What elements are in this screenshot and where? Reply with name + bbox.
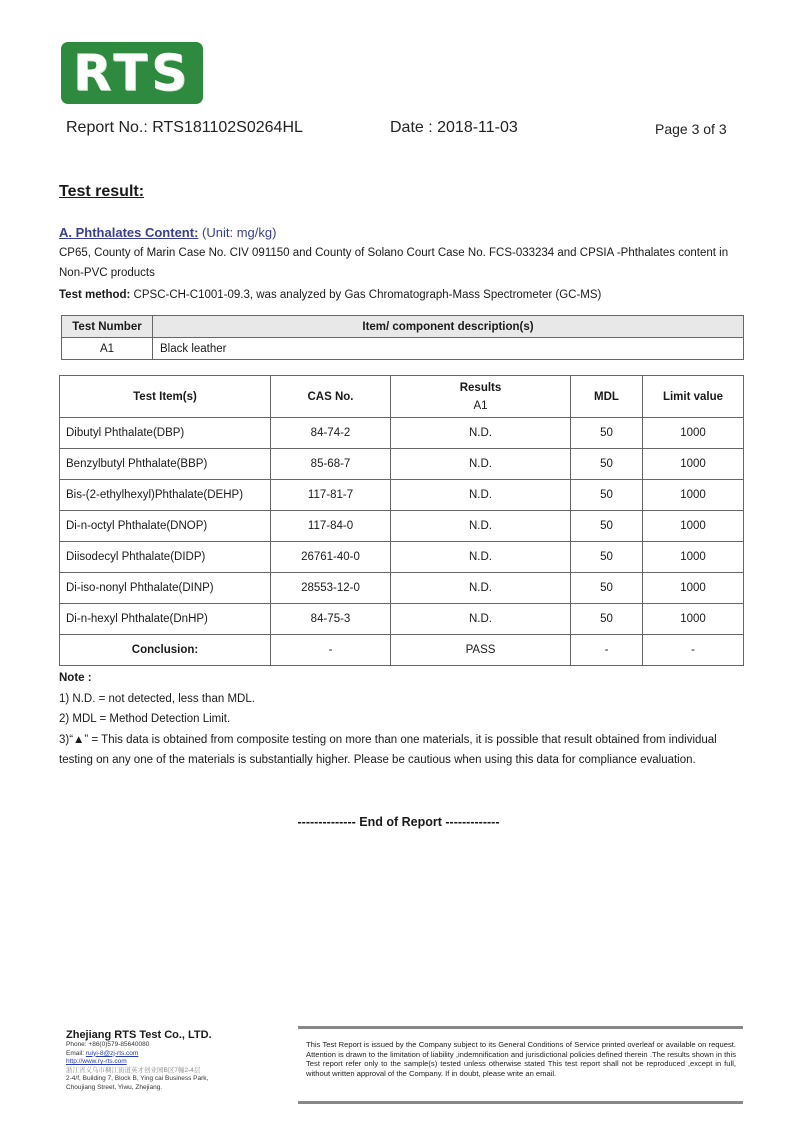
result-cell: N.D. <box>391 418 571 449</box>
cas-cell: 85-68-7 <box>271 449 391 480</box>
address-chinese: 浙江省义乌市稠江街道英才创业园B区7幢2-4层 <box>66 1066 201 1074</box>
header-cas: CAS No. <box>271 376 391 418</box>
limit-cell: 1000 <box>643 604 744 635</box>
table-row <box>60 418 744 449</box>
test-method-text: CPSC-CH-C1001-09.3, was analyzed by Gas Chromatograph-Mass Spectrometer (GC-MS) <box>133 289 602 301</box>
cas-cell: 84-74-2 <box>271 418 391 449</box>
cas-cell: 117-84-0 <box>271 511 391 542</box>
limit-cell: 1000 <box>643 542 744 573</box>
company-info <box>66 1029 212 1093</box>
table-row <box>60 542 744 573</box>
table-row <box>60 573 744 604</box>
mdl-cell: 50 <box>571 418 643 449</box>
description-cell: Black leather <box>153 338 744 360</box>
test-method <box>59 285 749 305</box>
end-of-report: -------------- End of Report ------------- <box>297 815 500 829</box>
note-item: 3)“▲” = This data is obtained from composite testing on more than one materials, it is possible that result obtained from individual testing on any one of the materials is substantially higher. Please be cautious when using this data for compliance evaluation. <box>59 733 717 766</box>
result-cell: N.D. <box>391 480 571 511</box>
limit-cell: 1000 <box>643 449 744 480</box>
mdl-cell: 50 <box>571 480 643 511</box>
mdl-cell: 50 <box>571 511 643 542</box>
header-results-sample: A1 <box>473 399 488 412</box>
limit-cell: 1000 <box>643 418 744 449</box>
mdl-cell: 50 <box>571 604 643 635</box>
sample-table-header <box>62 316 744 338</box>
item-cell: Diisodecyl Phthalate(DIDP) <box>60 542 271 573</box>
company-email <box>66 1050 212 1059</box>
email-link[interactable]: ruiyi-8@zj-rts.com <box>85 1049 139 1057</box>
item-cell: Dibutyl Phthalate(DBP) <box>60 418 271 449</box>
table-row <box>60 480 744 511</box>
conclusion-row <box>60 635 744 666</box>
header-results-label: Results <box>459 381 502 394</box>
cas-cell: 28553-12-0 <box>271 573 391 604</box>
conclusion-result: PASS <box>391 635 571 666</box>
mdl-cell: 50 <box>571 542 643 573</box>
conclusion-label: Conclusion: <box>60 635 271 666</box>
report-date: Date : 2018-11-03 <box>390 119 518 136</box>
phthalates-heading-link: A. Phthalates Content: <box>59 225 199 240</box>
disclaimer-bottom-rule <box>298 1101 743 1104</box>
sample-table <box>61 315 744 360</box>
result-cell: N.D. <box>391 604 571 635</box>
limit-cell: 1000 <box>643 480 744 511</box>
test-number-cell: A1 <box>62 338 153 360</box>
header-test-item: Test Item(s) <box>60 376 271 418</box>
unit-label: (Unit: mg/kg) <box>202 225 277 240</box>
mdl-cell: 50 <box>571 449 643 480</box>
phthalates-heading <box>59 225 276 240</box>
address-line-1: 2-4/f, Building 7, Block B, Ying cai Business Park, <box>66 1075 209 1083</box>
page-indicator: Page 3 of 3 <box>655 121 727 137</box>
header-test-number: Test Number <box>62 316 153 338</box>
results-table <box>59 375 744 666</box>
table-row <box>60 604 744 635</box>
result-cell: N.D. <box>391 511 571 542</box>
address-line-2: Choujiang Street, Yiwu, Zhejiang. <box>66 1083 163 1091</box>
table-row <box>60 511 744 542</box>
regulation-text: CP65, County of Marin Case No. CIV 091150 and County of Solano Court Case No. FCS-033234 and CPSIA -Phthalates content in Non-PVC products <box>59 247 729 279</box>
cas-cell: 84-75-3 <box>271 604 391 635</box>
header-limit: Limit value <box>643 376 744 418</box>
rts-logo <box>61 42 203 104</box>
item-cell: Di-n-hexyl Phthalate(DnHP) <box>60 604 271 635</box>
website-link[interactable]: http://www.ry-rts.com <box>66 1058 127 1066</box>
disclaimer-text: This Test Report is issued by the Company subject to its General Conditions of Service printed overleaf or available on request. Attention is drawn to the limitation of liability ,indemnification and jurisdictional policies defined therein .The results shown in this Test report refer only to the sample(s) tested unless otherwise stated This test report shall not be reproduced ,except in full, without written approval of the Company. If in doubt, please write an email. <box>306 1040 736 1078</box>
company-name: Zhejiang RTS Test Co., LTD. <box>66 1029 212 1041</box>
result-cell: N.D. <box>391 573 571 604</box>
header-description: Item/ component description(s) <box>153 316 744 338</box>
notes-section <box>59 668 749 771</box>
conclusion-cas: - <box>271 635 391 666</box>
table-row <box>60 449 744 480</box>
cas-cell: 26761-40-0 <box>271 542 391 573</box>
item-cell: Benzylbutyl Phthalate(BBP) <box>60 449 271 480</box>
item-cell: Di-n-octyl Phthalate(DNOP) <box>60 511 271 542</box>
item-cell: Di-iso-nonyl Phthalate(DINP) <box>60 573 271 604</box>
test-method-label: Test method: <box>59 289 131 301</box>
disclaimer-top-rule <box>298 1026 743 1029</box>
conclusion-mdl: - <box>571 635 643 666</box>
result-cell: N.D. <box>391 542 571 573</box>
note-item: 2) MDL = Method Detection Limit. <box>59 713 231 725</box>
header-results <box>391 376 571 418</box>
notes-title: Note : <box>59 672 92 684</box>
limit-cell: 1000 <box>643 511 744 542</box>
limit-cell: 1000 <box>643 573 744 604</box>
results-table-header <box>60 376 744 418</box>
email-label: Email: <box>66 1049 86 1057</box>
company-phone: Phone: +86(0)579-85640080 <box>66 1041 150 1048</box>
item-cell: Bis-(2-ethylhexyl)Phthalate(DEHP) <box>60 480 271 511</box>
header-mdl: MDL <box>571 376 643 418</box>
mdl-cell: 50 <box>571 573 643 604</box>
report-number: Report No.: RTS181102S0264HL <box>66 119 303 136</box>
conclusion-limit: - <box>643 635 744 666</box>
cas-cell: 117-81-7 <box>271 480 391 511</box>
section-title: Test result: <box>59 183 145 200</box>
note-item: 1) N.D. = not detected, less than MDL. <box>59 692 255 705</box>
table-row <box>62 338 744 360</box>
result-cell: N.D. <box>391 449 571 480</box>
logo-text: RTS <box>72 44 192 102</box>
